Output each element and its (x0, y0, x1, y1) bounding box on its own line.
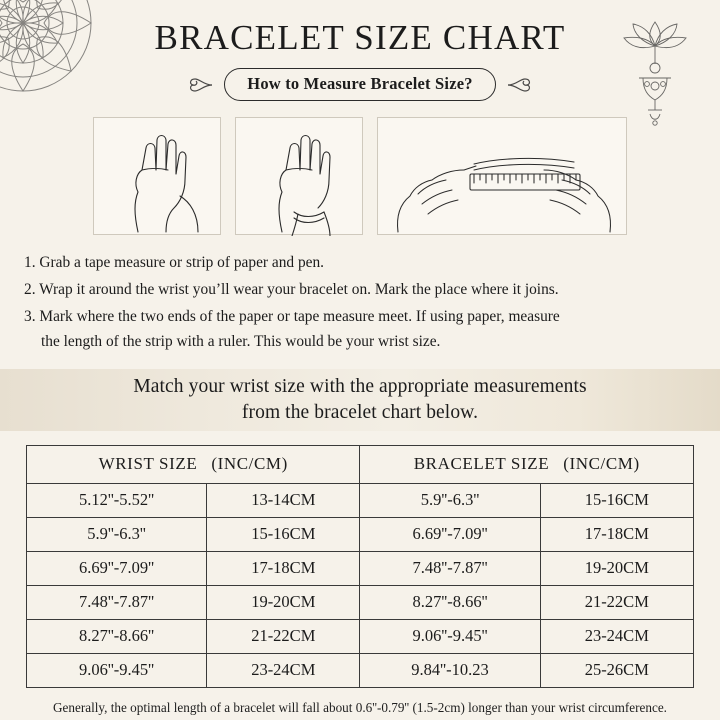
cell-bracelet-inch: 9.06''-9.45'' (360, 619, 540, 653)
step-3-text: Mark where the two ends of the paper or tape measure meet. If using paper, measure (39, 307, 560, 325)
step-3-continuation: the length of the strip with a ruler. This would be your wrist size. (41, 332, 441, 350)
step-2-number: 2. (24, 280, 36, 298)
table-row (27, 483, 694, 517)
header-wrist-size-unit: (INC/CM) (211, 453, 288, 473)
footnote: Generally, the optimal length of a bracelet will fall about 0.6''-0.79'' (1.5-2cm) longer than your wrist circumference. (53, 699, 667, 715)
page-title: BRACELET SIZE CHART (154, 18, 566, 57)
cell-bracelet-cm: 15-16CM (540, 483, 693, 517)
cell-wrist-inch: 9.06''-9.45'' (27, 653, 207, 687)
illustration-hand-with-tape-measure (93, 117, 221, 235)
header-bracelet-size-label: BRACELET SIZE (413, 453, 550, 473)
subtitle-row (0, 68, 720, 101)
step-2-text: Wrap it around the wrist you’ll wear your bracelet on. Mark the place where it joins. (39, 280, 559, 298)
cell-wrist-cm: 19-20CM (207, 585, 360, 619)
flourish-left-icon (188, 75, 214, 95)
cell-wrist-cm: 13-14CM (207, 483, 360, 517)
step-3 (24, 305, 696, 355)
subtitle-badge: How to Measure Bracelet Size? (224, 68, 495, 101)
step-1 (24, 251, 696, 276)
cell-wrist-inch: 8.27''-8.66'' (27, 619, 207, 653)
banner-line-2: from the bracelet chart below. (241, 401, 479, 423)
step-1-number: 1. (24, 254, 36, 271)
cell-bracelet-cm: 23-24CM (540, 619, 693, 653)
step-2 (24, 278, 696, 303)
cell-wrist-cm: 17-18CM (207, 551, 360, 585)
instruction-steps (24, 251, 696, 355)
match-banner (0, 369, 720, 431)
cell-wrist-inch: 7.48''-7.87'' (27, 585, 207, 619)
cell-wrist-cm: 21-22CM (207, 619, 360, 653)
illustration-hand-wrapping-wrist (235, 117, 363, 235)
table-header-row (27, 445, 694, 483)
header-bracelet-size (360, 445, 694, 483)
banner-line-1: Match your wrist size with the appropriate measurements (133, 376, 587, 398)
illustration-row (0, 117, 720, 235)
table-row (27, 517, 694, 551)
size-table (26, 445, 694, 688)
cell-wrist-cm: 15-16CM (207, 517, 360, 551)
table-row (27, 619, 694, 653)
flourish-right-icon (506, 75, 532, 95)
cell-bracelet-cm: 21-22CM (540, 585, 693, 619)
cell-wrist-inch: 5.9''-6.3'' (27, 517, 207, 551)
step-3-number: 3. (24, 307, 36, 325)
header-wrist-size-label: WRIST SIZE (98, 453, 198, 473)
cell-bracelet-cm: 19-20CM (540, 551, 693, 585)
table-row (27, 653, 694, 687)
table-row (27, 551, 694, 585)
cell-bracelet-inch: 8.27''-8.66'' (360, 585, 540, 619)
illustration-hands-with-ruler (377, 117, 627, 235)
cell-wrist-inch: 6.69''-7.09'' (27, 551, 207, 585)
cell-bracelet-cm: 17-18CM (540, 517, 693, 551)
step-1-text: Grab a tape measure or strip of paper and pen. (39, 254, 325, 271)
cell-bracelet-inch: 5.9''-6.3'' (360, 483, 540, 517)
cell-bracelet-cm: 25-26CM (540, 653, 693, 687)
header-wrist-size (27, 445, 360, 483)
cell-wrist-cm: 23-24CM (207, 653, 360, 687)
cell-wrist-inch: 5.12''-5.52'' (27, 483, 207, 517)
cell-bracelet-inch: 6.69''-7.09'' (360, 517, 540, 551)
cell-bracelet-inch: 9.84''-10.23 (360, 653, 540, 687)
table-row (27, 585, 694, 619)
header-bracelet-size-unit: (INC/CM) (563, 453, 640, 473)
cell-bracelet-inch: 7.48''-7.87'' (360, 551, 540, 585)
